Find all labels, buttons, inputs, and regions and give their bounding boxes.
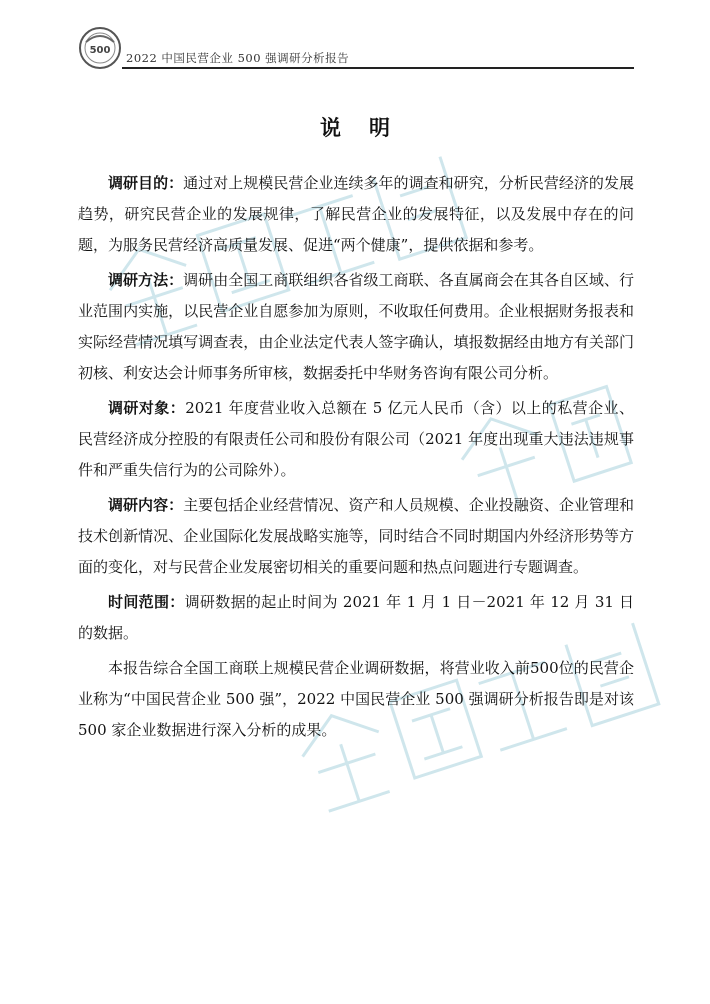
header-rule bbox=[122, 67, 634, 69]
svg-text:500: 500 bbox=[89, 45, 111, 56]
page-header bbox=[78, 26, 634, 76]
paragraph-subject bbox=[78, 393, 634, 486]
paragraph-text: 2021 年度营业收入总额在 5 亿元人民币（含）以上的私营企业、民营经济成分控股的有限责任公司和股份有限公司（2021 年度出现重大违法违规事件和严重失信行为的公司除外）。 bbox=[78, 399, 634, 479]
paragraph-method bbox=[78, 265, 634, 389]
paragraph-label: 调研内容： bbox=[108, 496, 184, 514]
paragraph-time-range bbox=[78, 587, 634, 649]
paragraph-label: 调研对象： bbox=[108, 399, 186, 417]
document-body bbox=[78, 168, 634, 750]
paragraph-label: 调研方法： bbox=[108, 271, 184, 289]
paragraph-content bbox=[78, 490, 634, 583]
paragraph-label: 调研目的： bbox=[108, 174, 184, 192]
report-logo-icon bbox=[78, 26, 122, 70]
page-title: 说明 bbox=[320, 115, 418, 140]
paragraph-text: 本报告综合全国工商联上规模民营企业调研数据，将营业收入前500位的民营企业称为“中国民营企业 500 强”，2022 中国民营企业 500 强调研分析报告即是对该 500 家企业数据进行深入分析的成果。 bbox=[78, 659, 634, 739]
paragraph-text: 调研数据的起止时间为 2021 年 1 月 1 日－2021 年 12 月 31 日的数据。 bbox=[78, 593, 634, 642]
paragraph-purpose bbox=[78, 168, 634, 261]
paragraph-summary bbox=[78, 653, 634, 746]
header-title: 2022 中国民营企业 500 强调研分析报告 bbox=[126, 51, 350, 65]
paragraph-label: 时间范围： bbox=[108, 593, 185, 611]
paragraph-text: 调研由全国工商联组织各省级工商联、各直属商会在其各自区域、行业范围内实施，以民营企业自愿参加为原则，不收取任何费用。企业根据财务报表和实际经营情况填写调查表，由企业法定代表人签字确认，填报数据经由地方有关部门初核、利安达会计师事务所审核，数据委托中华财务咨询有限公司分析。 bbox=[78, 271, 634, 382]
paragraph-text: 主要包括企业经营情况、资产和人员规模、企业投融资、企业管理和技术创新情况、企业国际化发展战略实施等，同时结合不同时期国内外经济形势等方面的变化，对与民营企业发展密切相关的重要问题和热点问题进行专题调查。 bbox=[78, 496, 634, 576]
paragraph-text: 通过对上规模民营企业连续多年的调查和研究，分析民营经济的发展趋势，研究民营企业的发展规律，了解民营企业的发展特征，以及发展中存在的问题，为服务民营经济高质量发展、促进“两个健康”，提供依据和参考。 bbox=[78, 174, 634, 254]
